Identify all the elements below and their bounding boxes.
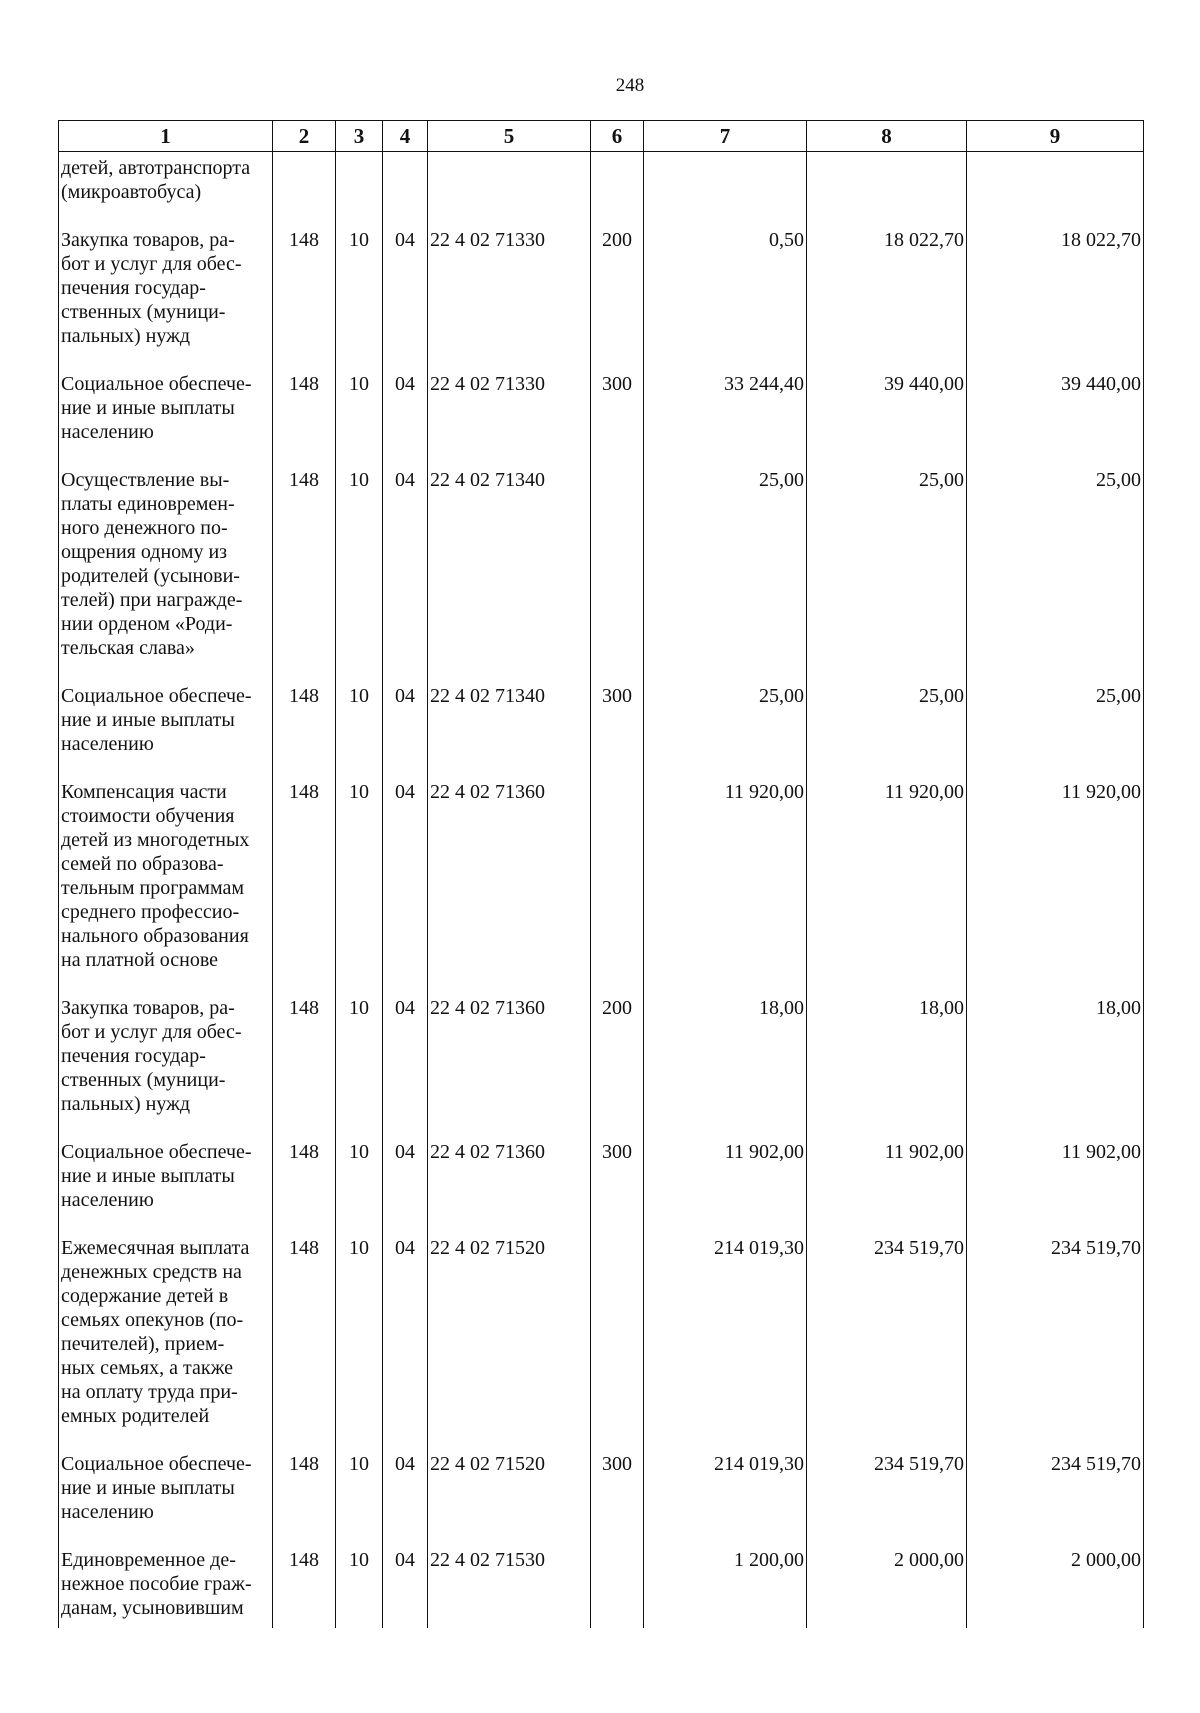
item-name-cell (59, 228, 273, 372)
table-row (59, 152, 1144, 229)
amount-col7-cell: 11 920,00 (644, 780, 807, 996)
ministry-code-cell: 148 (273, 780, 336, 996)
item-name-line: стоимости обучения (61, 805, 235, 827)
amount-col8-cell: 39 440,00 (807, 372, 967, 468)
table-row (59, 1236, 1144, 1452)
section-code-cell: 10 (336, 1236, 383, 1452)
item-name-line: платы единовремен- (61, 493, 235, 515)
item-name-line: родителей (усынови- (61, 565, 240, 587)
ministry-code-cell: 148 (273, 228, 336, 372)
amount-col7-cell: 1 200,00 (644, 1548, 807, 1628)
item-name-line: ственных (муници- (61, 1069, 226, 1091)
subsection-code-cell: 04 (383, 228, 428, 372)
item-name-line: Ежемесячная выплата (61, 1237, 250, 1259)
amount-col9-cell: 11 902,00 (967, 1140, 1144, 1236)
item-name-line: пальных) нужд (61, 1093, 191, 1115)
amount-col8-cell: 234 519,70 (807, 1236, 967, 1452)
item-name-line: Закупка товаров, ра- (61, 229, 235, 251)
item-name-line: ного денежного по- (61, 517, 228, 539)
item-name-line: денежных средств на (61, 1261, 242, 1283)
item-name-cell (59, 152, 273, 229)
item-name-cell (59, 996, 273, 1140)
table-row (59, 228, 1144, 372)
section-code-cell: 10 (336, 372, 383, 468)
ministry-code-cell: 148 (273, 996, 336, 1140)
amount-col7-cell: 214 019,30 (644, 1452, 807, 1548)
item-name-line: пальных) нужд (61, 325, 191, 347)
item-name-line: (микроавтобуса) (61, 181, 202, 203)
item-name-line: семей по образова- (61, 853, 224, 875)
item-name-line: данам, усыновившим (61, 1597, 244, 1619)
item-name-cell (59, 468, 273, 684)
item-name-line: тельным программам (61, 877, 245, 899)
subsection-code-cell (383, 152, 428, 229)
section-code-cell: 10 (336, 468, 383, 684)
amount-col9-cell: 18,00 (967, 996, 1144, 1140)
target-article-cell: 22 4 02 71520 (428, 1236, 591, 1452)
ministry-code-cell: 148 (273, 468, 336, 684)
amount-col8-cell: 2 000,00 (807, 1548, 967, 1628)
item-name-line: нежное пособие граж- (61, 1573, 252, 1595)
amount-col7-cell: 214 019,30 (644, 1236, 807, 1452)
amount-col8-cell: 11 902,00 (807, 1140, 967, 1236)
column-header-9: 9 (967, 121, 1144, 152)
item-name-cell (59, 1548, 273, 1628)
item-name-cell (59, 684, 273, 780)
expense-type-cell (591, 1236, 644, 1452)
section-code-cell: 10 (336, 1452, 383, 1548)
item-name-line: ственных (муници- (61, 301, 226, 323)
amount-col8-cell: 18 022,70 (807, 228, 967, 372)
amount-col8-cell: 18,00 (807, 996, 967, 1140)
amount-col9-cell: 2 000,00 (967, 1548, 1144, 1628)
amount-col7-cell (644, 152, 807, 229)
item-name-line: Социальное обеспече- (61, 1453, 252, 1475)
target-article-cell: 22 4 02 71340 (428, 684, 591, 780)
header-row (59, 121, 1144, 152)
item-name-line: детей из многодетных (61, 829, 250, 851)
ministry-code-cell: 148 (273, 372, 336, 468)
item-name-line: ощрения одному из (61, 541, 228, 563)
item-name-line: бот и услуг для обес- (61, 1021, 242, 1043)
subsection-code-cell: 04 (383, 468, 428, 684)
column-header-2: 2 (273, 121, 336, 152)
amount-col7-cell: 33 244,40 (644, 372, 807, 468)
amount-col9-cell: 25,00 (967, 468, 1144, 684)
column-header-8: 8 (807, 121, 967, 152)
item-name-cell (59, 780, 273, 996)
item-name-line: на оплату труда при- (61, 1381, 238, 1403)
target-article-cell: 22 4 02 71360 (428, 996, 591, 1140)
target-article-cell: 22 4 02 71520 (428, 1452, 591, 1548)
table-row (59, 684, 1144, 780)
ministry-code-cell: 148 (273, 1140, 336, 1236)
column-header-5: 5 (428, 121, 591, 152)
item-name-line: семьях опекунов (по- (61, 1309, 244, 1331)
amount-col7-cell: 18,00 (644, 996, 807, 1140)
subsection-code-cell: 04 (383, 1452, 428, 1548)
expense-type-cell (591, 1548, 644, 1628)
subsection-code-cell: 04 (383, 1236, 428, 1452)
item-name-line: Компенсация части (61, 781, 227, 803)
budget-table (58, 120, 1144, 1628)
expense-type-cell (591, 152, 644, 229)
subsection-code-cell: 04 (383, 996, 428, 1140)
amount-col8-cell: 11 920,00 (807, 780, 967, 996)
target-article-cell: 22 4 02 71360 (428, 780, 591, 996)
item-name-line: бот и услуг для обес- (61, 253, 242, 275)
amount-col9-cell: 234 519,70 (967, 1236, 1144, 1452)
item-name-line: емных родителей (61, 1405, 210, 1427)
item-name-cell (59, 372, 273, 468)
section-code-cell: 10 (336, 228, 383, 372)
subsection-code-cell: 04 (383, 780, 428, 996)
amount-col8-cell: 25,00 (807, 684, 967, 780)
column-header-1: 1 (59, 121, 273, 152)
target-article-cell: 22 4 02 71340 (428, 468, 591, 684)
amount-col8-cell (807, 152, 967, 229)
expense-type-cell: 300 (591, 1452, 644, 1548)
section-code-cell: 10 (336, 780, 383, 996)
amount-col9-cell: 18 022,70 (967, 228, 1144, 372)
ministry-code-cell (273, 152, 336, 229)
amount-col9-cell: 234 519,70 (967, 1452, 1144, 1548)
expense-type-cell (591, 780, 644, 996)
column-header-7: 7 (644, 121, 807, 152)
page-number: 248 (615, 75, 645, 96)
amount-col9-cell: 11 920,00 (967, 780, 1144, 996)
amount-col8-cell: 234 519,70 (807, 1452, 967, 1548)
table-row (59, 372, 1144, 468)
table-row (59, 1548, 1144, 1628)
table-row (59, 780, 1144, 996)
item-name-line: печителей), прием- (61, 1333, 225, 1355)
expense-type-cell: 300 (591, 684, 644, 780)
item-name-line: Социальное обеспече- (61, 373, 252, 395)
item-name-line: ных семьях, а также (61, 1357, 234, 1379)
expense-type-cell: 200 (591, 228, 644, 372)
target-article-cell: 22 4 02 71330 (428, 372, 591, 468)
section-code-cell: 10 (336, 684, 383, 780)
item-name-line: среднего профессио- (61, 901, 240, 923)
subsection-code-cell: 04 (383, 1548, 428, 1628)
item-name-line: телей) при награжде- (61, 589, 243, 611)
ministry-code-cell: 148 (273, 1236, 336, 1452)
table-body (59, 152, 1144, 1629)
item-name-line: нии орденом «Роди- (61, 613, 233, 635)
item-name-line: населению (61, 1189, 154, 1211)
ministry-code-cell: 148 (273, 684, 336, 780)
item-name-cell (59, 1140, 273, 1236)
column-header-4: 4 (383, 121, 428, 152)
expense-type-cell: 300 (591, 1140, 644, 1236)
item-name-line: тельская слава» (61, 637, 195, 659)
amount-col7-cell: 25,00 (644, 468, 807, 684)
section-code-cell: 10 (336, 1548, 383, 1628)
ministry-code-cell: 148 (273, 1452, 336, 1548)
expense-type-cell: 300 (591, 372, 644, 468)
section-code-cell (336, 152, 383, 229)
item-name-line: детей, автотранспорта (61, 157, 251, 179)
column-header-3: 3 (336, 121, 383, 152)
item-name-line: Осуществление вы- (61, 469, 230, 491)
item-name-line: печения государ- (61, 1045, 206, 1067)
target-article-cell (428, 152, 591, 229)
amount-col9-cell: 25,00 (967, 684, 1144, 780)
item-name-line: Закупка товаров, ра- (61, 997, 235, 1019)
item-name-line: населению (61, 733, 154, 755)
expense-type-cell: 200 (591, 996, 644, 1140)
amount-col7-cell: 0,50 (644, 228, 807, 372)
item-name-line: Социальное обеспече- (61, 1141, 252, 1163)
subsection-code-cell: 04 (383, 1140, 428, 1236)
target-article-cell: 22 4 02 71330 (428, 228, 591, 372)
item-name-line: ние и иные выплаты (61, 397, 235, 419)
item-name-line: ние и иные выплаты (61, 1165, 235, 1187)
table-row (59, 996, 1144, 1140)
item-name-line: Единовременное де- (61, 1549, 236, 1571)
amount-col9-cell: 39 440,00 (967, 372, 1144, 468)
target-article-cell: 22 4 02 71360 (428, 1140, 591, 1236)
ministry-code-cell: 148 (273, 1548, 336, 1628)
item-name-line: нального образования (61, 925, 249, 947)
item-name-cell (59, 1452, 273, 1548)
item-name-line: ние и иные выплаты (61, 709, 235, 731)
item-name-line: печения государ- (61, 277, 206, 299)
item-name-line: на платной основе (61, 949, 219, 971)
column-header-6: 6 (591, 121, 644, 152)
section-code-cell: 10 (336, 996, 383, 1140)
target-article-cell: 22 4 02 71530 (428, 1548, 591, 1628)
item-name-cell (59, 1236, 273, 1452)
expense-type-cell (591, 468, 644, 684)
table-row (59, 468, 1144, 684)
table-row (59, 1140, 1144, 1236)
amount-col7-cell: 25,00 (644, 684, 807, 780)
item-name-line: населению (61, 421, 154, 443)
section-code-cell: 10 (336, 1140, 383, 1236)
item-name-line: населению (61, 1501, 154, 1523)
item-name-line: ние и иные выплаты (61, 1477, 235, 1499)
item-name-line: содержание детей в (61, 1285, 229, 1307)
amount-col9-cell (967, 152, 1144, 229)
subsection-code-cell: 04 (383, 372, 428, 468)
item-name-line: Социальное обеспече- (61, 685, 252, 707)
table-row (59, 1452, 1144, 1548)
amount-col7-cell: 11 902,00 (644, 1140, 807, 1236)
amount-col8-cell: 25,00 (807, 468, 967, 684)
table-header (59, 121, 1144, 152)
subsection-code-cell: 04 (383, 684, 428, 780)
